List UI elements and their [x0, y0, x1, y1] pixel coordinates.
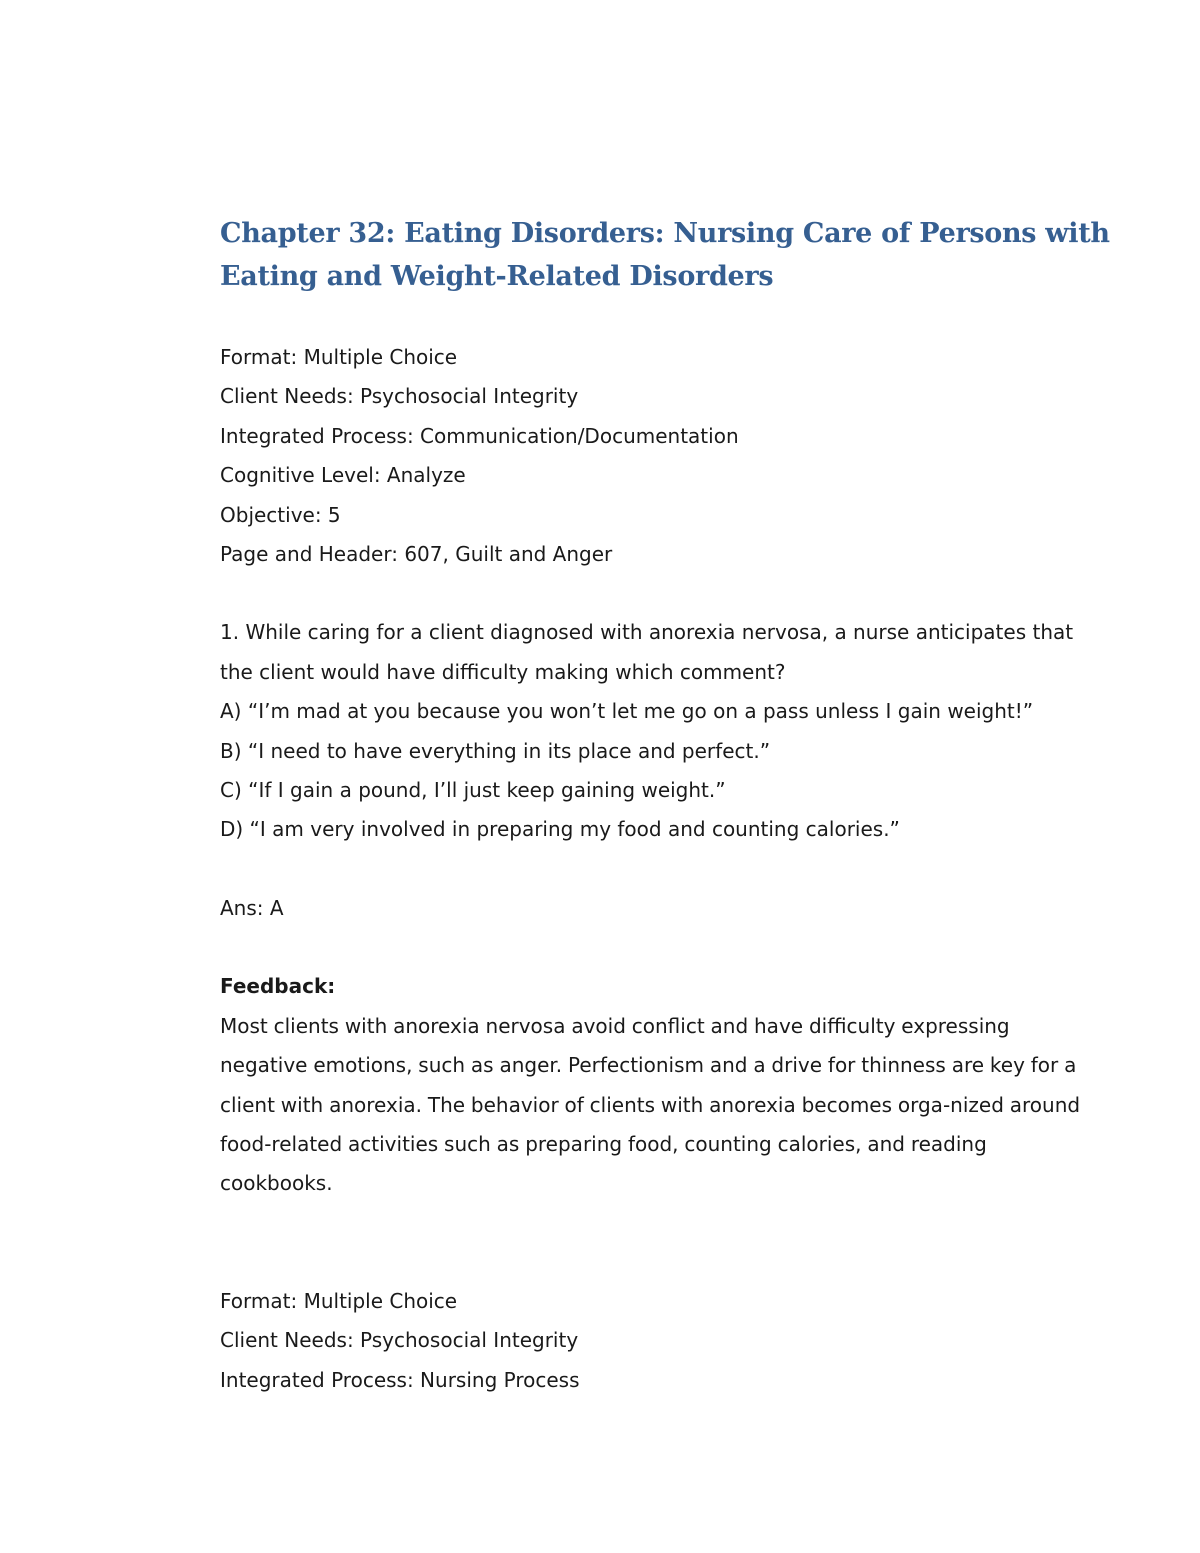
- integrated-process-line: Integrated Process: Communication/Documentation: [220, 423, 739, 448]
- client-needs-line: Client Needs: Psychosocial Integrity: [220, 1328, 579, 1353]
- integrated-process-line: Integrated Process: Nursing Process: [220, 1367, 580, 1392]
- feedback-section: [220, 967, 1120, 1203]
- cognitive-level-line: Cognitive Level: Analyze: [220, 463, 466, 488]
- format-line: Format: Multiple Choice: [220, 345, 458, 369]
- question-1-metadata: [220, 338, 1120, 574]
- answer-line: Ans: A: [220, 895, 284, 920]
- option-d: D) “I am very involved in preparing my food and counting calories.”: [220, 817, 900, 842]
- document-page: [220, 212, 1120, 1400]
- option-a: A) “I’m mad at you because you won’t let me go on a pass unless I gain weight!”: [220, 699, 1034, 724]
- option-b: B) “I need to have everything in its place and perfect.”: [220, 738, 771, 763]
- page-header-line: Page and Header: 607, Guilt and Anger: [220, 542, 613, 567]
- client-needs-line: Client Needs: Psychosocial Integrity: [220, 384, 579, 409]
- question-2-metadata: [220, 1282, 1120, 1400]
- question-1: [220, 613, 1120, 849]
- option-c: C) “If I gain a pound, I’ll just keep gaining weight.”: [220, 778, 726, 803]
- question-stem: 1. While caring for a client diagnosed with anorexia nervosa, a nurse anticipates that the client would have difficulty making which comment?: [220, 620, 1074, 684]
- feedback-text: Most clients with anorexia nervosa avoid conflict and have difficulty expressing negative emotions, such as anger. Perfectionism and a drive for thinness are key for a client with anorexia. The behavior of clients with anorexia becomes orga-nized around food-related activities such as preparing food, counting calories, and reading cookbooks.: [220, 1013, 1081, 1196]
- objective-line: Objective: 5: [220, 502, 341, 527]
- feedback-heading: Feedback:: [220, 974, 336, 999]
- chapter-title: Chapter 32: Eating Disorders: Nursing Care of Persons with Eating and Weight-Related Disorders: [220, 218, 1110, 292]
- format-line: Format: Multiple Choice: [220, 1288, 458, 1313]
